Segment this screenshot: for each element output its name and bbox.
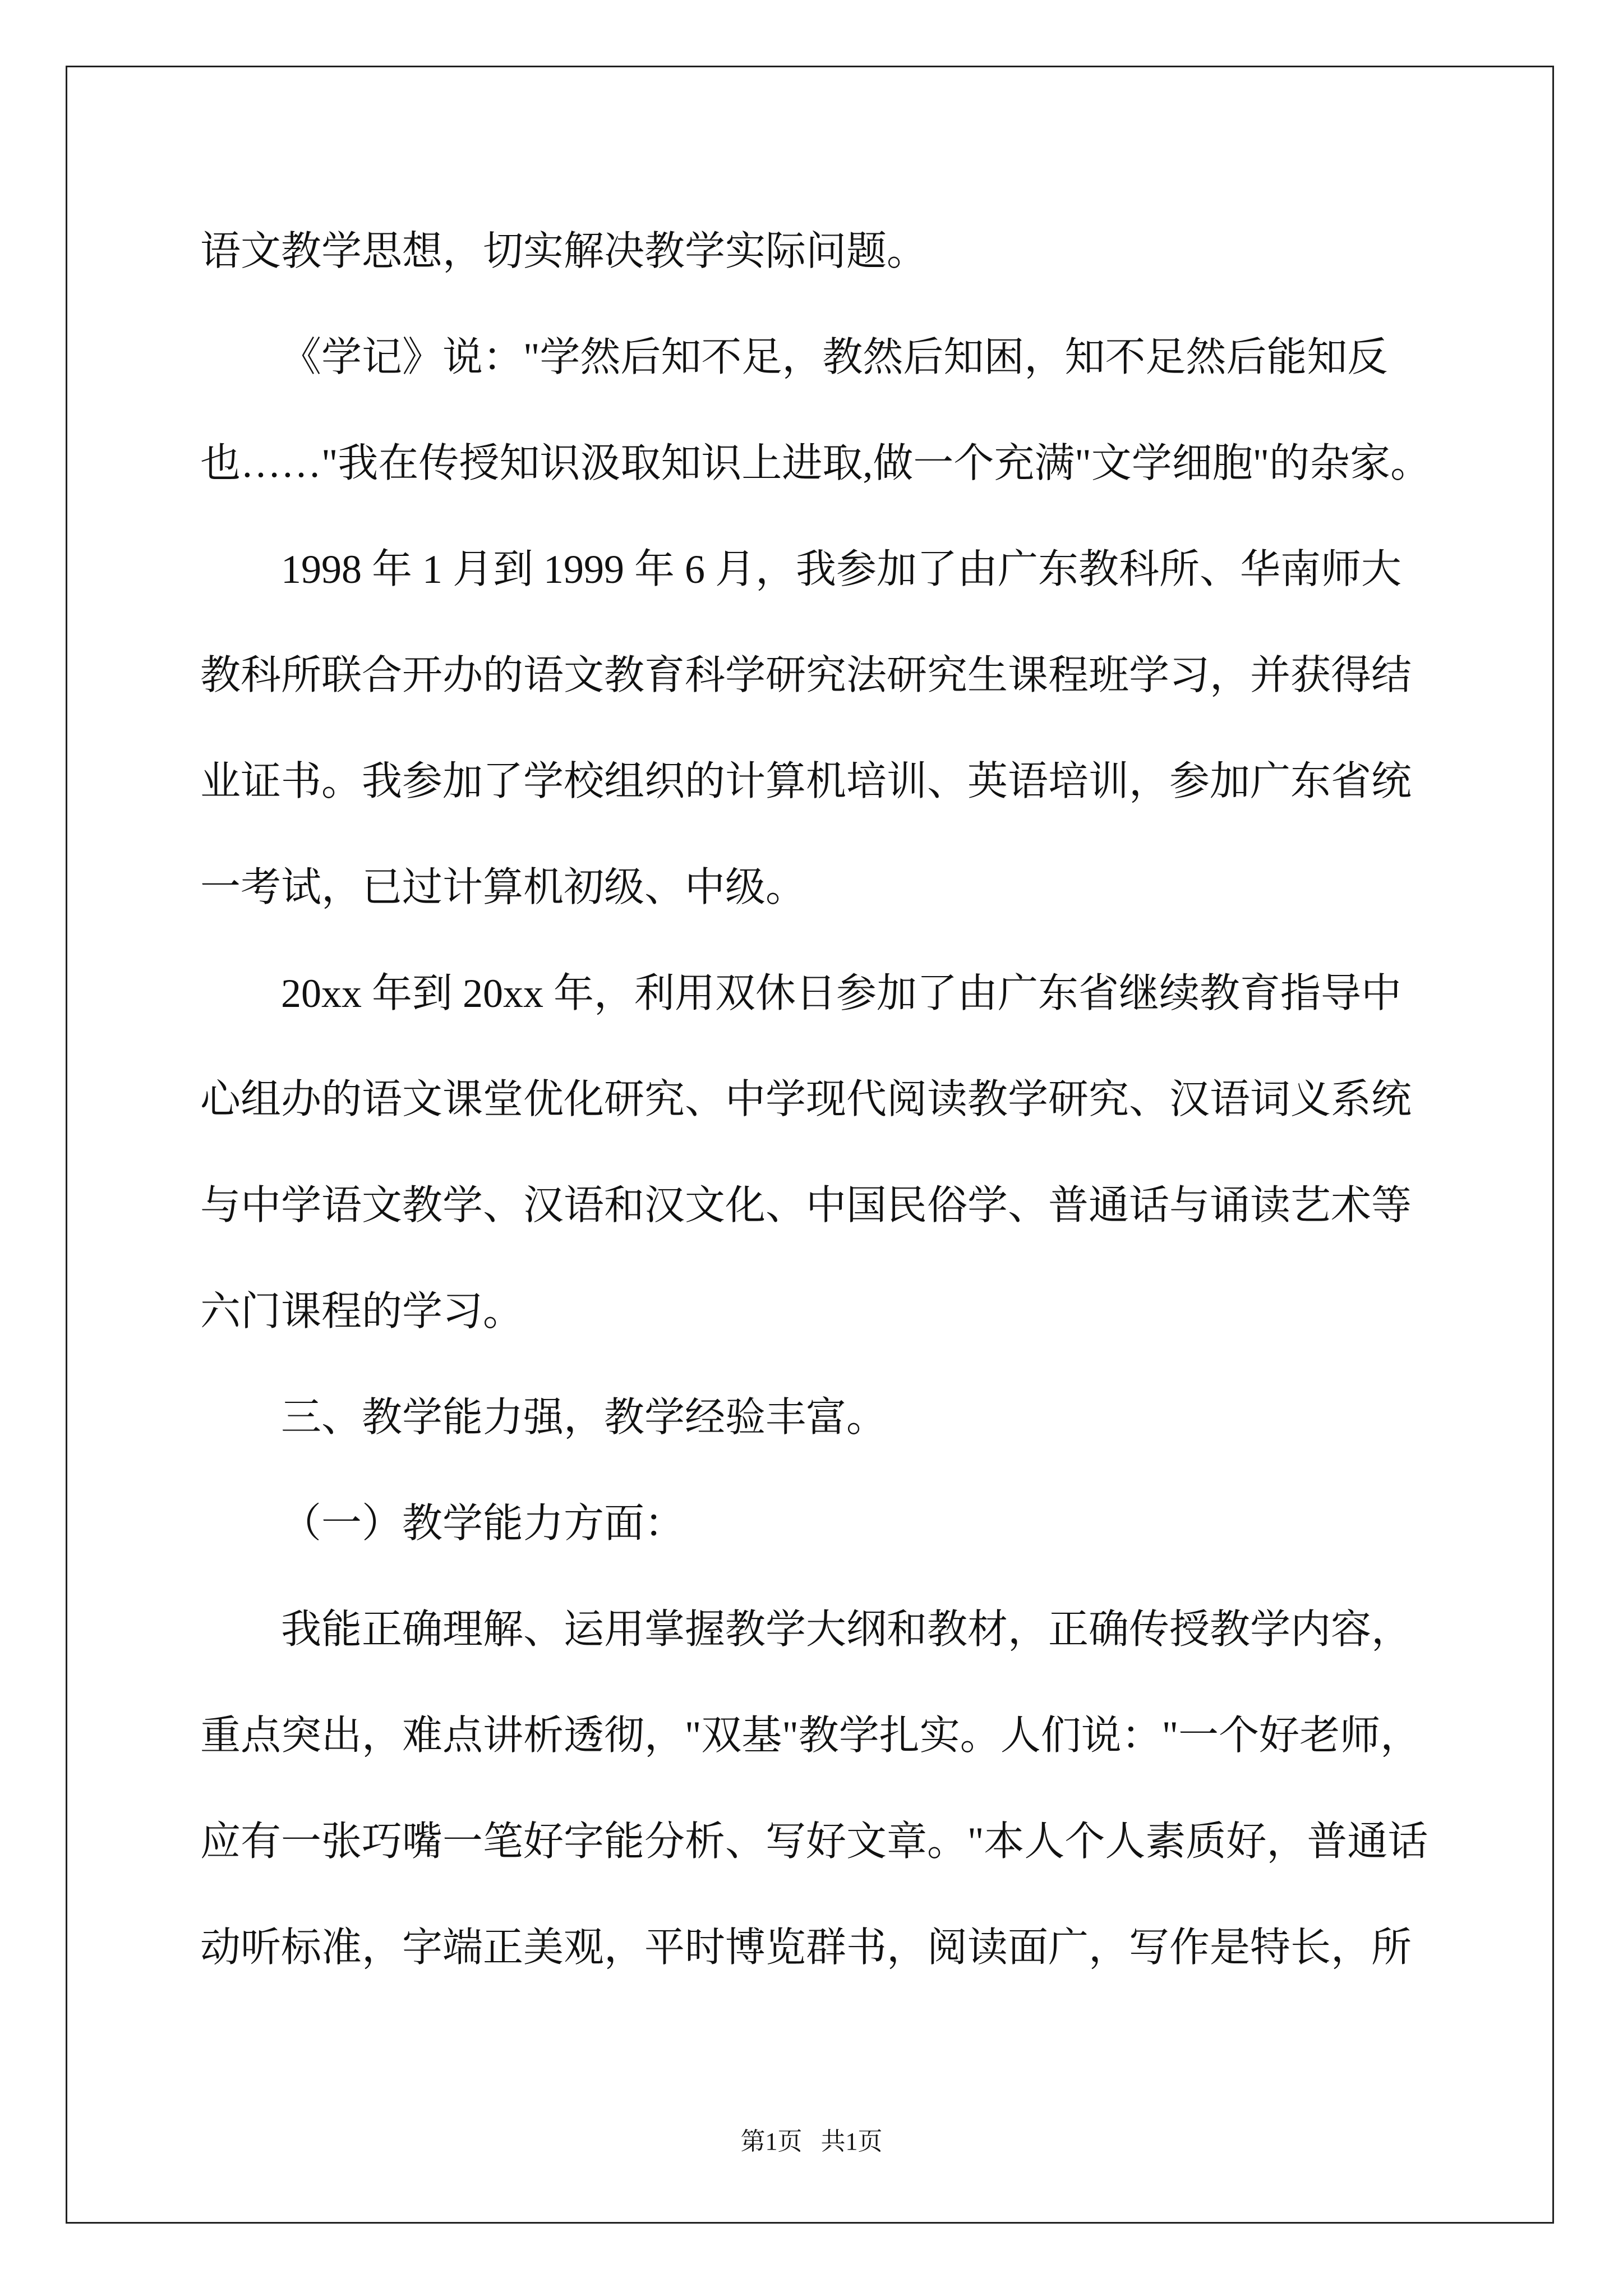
paragraph-first-line: 我能正确理解、运用掌握教学大纲和教材，正确传授教学内容， bbox=[281, 1607, 1412, 1652]
page-number-footer: 第1页 共1页 bbox=[740, 2128, 883, 2155]
text-line: 重点突出，难点讲析透彻，"双基"教学扎实。人们说："一个好老师， bbox=[200, 1713, 1421, 1758]
text-line: 与中学语文教学、汉语和汉文化、中国民俗学、普通话与诵读艺术等 bbox=[200, 1183, 1412, 1228]
section-heading: 三、教学能力强，教学经验丰富。 bbox=[281, 1395, 887, 1440]
document-body bbox=[200, 199, 1535, 2001]
paragraph-first-line: 20xx 年到 20xx 年，利用双休日参加了由广东省继续教育指导中 bbox=[281, 971, 1402, 1016]
text-line: 教科所联合开办的语文教育科学研究法研究生课程班学习，并获得结 bbox=[200, 653, 1412, 698]
text-line: 业证书。我参加了学校组织的计算机培训、英语培训，参加广东省统 bbox=[200, 759, 1412, 804]
text-line: 一考试，已过计算机初级、中级。 bbox=[200, 865, 806, 910]
text-line: 六门课程的学习。 bbox=[200, 1289, 524, 1334]
text-line: 也……"我在传授知识汲取知识上进取,做一个充满"文学细胞"的杂家。 bbox=[200, 441, 1431, 486]
paragraph-first-line: 《学记》说："学然后知不足，教然后知困，知不足然后能知反 bbox=[281, 335, 1388, 380]
text-line: 应有一张巧嘴一笔好字能分析、写好文章。"本人个人素质好，普通话 bbox=[200, 1819, 1428, 1864]
paragraph-first-line: 1998 年 1 月到 1999 年 6 月，我参加了由广东教科所、华南师大 bbox=[281, 547, 1402, 592]
text-line: 语文教学思想，切实解决教学实际问题。 bbox=[200, 229, 928, 274]
text-line: 心组办的语文课堂优化研究、中学现代阅读教学研究、汉语词义系统 bbox=[200, 1077, 1412, 1122]
text-line: 动听标准，字端正美观，平时博览群书，阅读面广，写作是特长，所 bbox=[200, 1925, 1412, 1970]
subsection-heading: （一）教学能力方面： bbox=[281, 1501, 685, 1546]
